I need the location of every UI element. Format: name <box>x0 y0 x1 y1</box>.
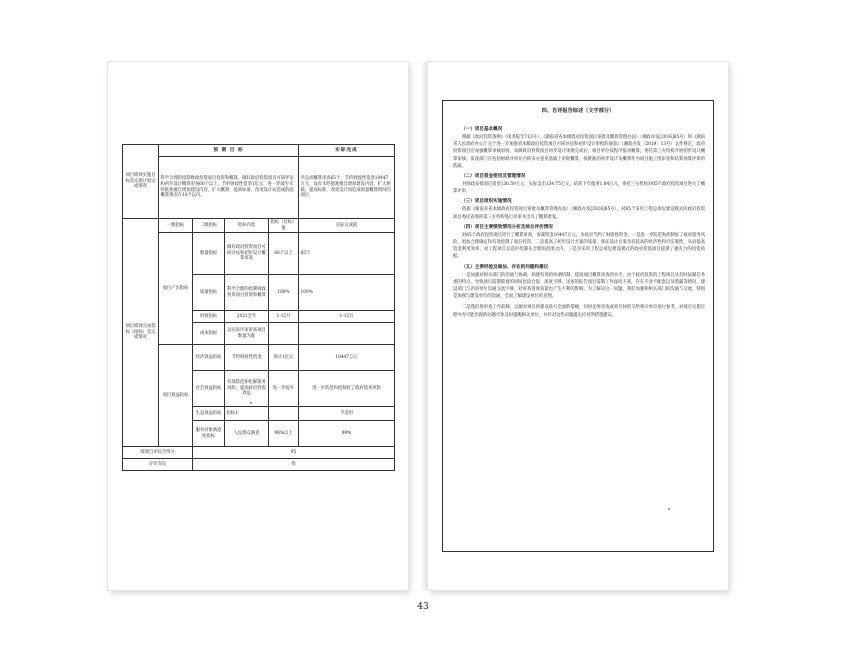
second-indicator: 生态效益指标 <box>193 407 225 421</box>
expected-goal-header: 预 期 目 标 <box>159 145 299 157</box>
indicator-content: 2021全年 <box>225 311 269 323</box>
table-row <box>123 219 395 233</box>
grade-label: 评价等次 <box>123 459 193 471</box>
indicator-target <box>269 323 299 345</box>
indicator-target: 98%以上 <box>269 421 299 447</box>
second-indicator: 质量指标 <box>193 275 225 311</box>
indicator-actual <box>299 323 395 345</box>
indicator-actual: 不适用 <box>299 407 395 421</box>
indicator-content: 人民群众满意 <box>225 421 269 447</box>
indicator-target: 100% <box>269 275 299 311</box>
scan-speck <box>668 508 670 510</box>
section-heading: （一）项目基本概况 <box>461 127 503 132</box>
col-header: 二级指标 <box>193 219 225 233</box>
second-indicator: 服务对象满意度指标 <box>193 421 225 447</box>
col-header: 指标内容 <box>225 219 269 233</box>
section-paragraph: 一是加强对相关部门的沟通与协调，构建有效的协调机制，提高项目概算审查的水平，由于政府投资的工程项目具有时间紧任务重的特点，导致项目前期策划的时间比较仓促、深度不够，送审的报告项目前期工作深度不高，存在专业不配套以及错漏等情况，建设部门与评审单位沟通交流不够，对审查进度质量也产生不利的影响，为了解决这一问题，我们加强和相关部门的沟通与交流，特别是加强与建设单位的沟通，全面了解建设单位的意图。 <box>453 272 705 300</box>
benefit-indicator-label: 项目效益指标 <box>159 345 193 447</box>
target-completion-label: 项目绩效实施目标及实施计划完成情况 <box>123 145 159 219</box>
col-header: 一级指标 <box>159 219 193 233</box>
indicator-target <box>269 407 299 421</box>
table-row <box>123 447 395 459</box>
table-row <box>123 157 395 219</box>
indicator-actual: 1-12月 <box>299 311 395 323</box>
section-paragraph: 对65个政府投资项目进行了概算审查，审减资金10447万元，为政府节约了财政性资金，一是进一步防范和控制好了政府债务风险，更加合理确定和有效控制了项目投资，二是提高了初步设计方案的质量，保证设计方案具有较高的经济性和可实施性，从而提高资金利用效率，对工程项目总造价控制在合理的范围之内，三是为采用工程总承包建设模式的政府投资项目提供了强有力的投资依据。 <box>453 232 705 260</box>
right-page <box>428 62 728 590</box>
page-number: 43 <box>417 602 429 612</box>
left-page <box>108 62 408 590</box>
binder-shadow-right <box>420 62 428 590</box>
score-label: 绩效自评综合得分 <box>123 447 193 459</box>
indicator-target: 60个以上 <box>269 233 299 275</box>
indicator-completion-label: 项目绩效完成指标（指标）及完成情况 <box>123 219 159 447</box>
report-title: 四、自评报告综述（文字部分） <box>541 108 615 114</box>
scan-speck <box>250 402 252 404</box>
indicator-content: 科学合理的控制财政投资项目投资和概算 <box>225 275 269 311</box>
col-header: 指标（目标）值 <box>269 219 299 233</box>
actual-completion-header: 实际完成 <box>299 145 395 157</box>
table-row <box>123 459 395 471</box>
grade-value: 优 <box>193 459 395 471</box>
indicator-content: 指标1： <box>225 407 269 421</box>
section-paragraph: 县财政安排项目资金136.59万元，实际支出134.75万元，结转下年使用1.84万元，委托三方机构对65个政府投资项目进行了概算评审。 <box>453 182 705 195</box>
second-indicator: 经济效益指标 <box>193 345 225 371</box>
indicator-actual: 65个 <box>299 233 395 275</box>
second-indicator: 数量指标 <box>193 233 225 275</box>
indicator-content: 做好政府投资项目可研评估和初步设计概算审查 <box>225 233 269 275</box>
performance-table <box>122 144 395 471</box>
actual-completion-text: 共完成概算审查65个，节约财政性资金10447万元，没有未经批准擅自增加建设内容、扩大规模、提高标准、改变设计而造成的超概算情况的项目 <box>299 157 395 219</box>
section-paragraph: 二是我们将审查工作前移，以便对项目的建设进行全面的掌握，同时还将审查成果尽快的交给相关单位进行参考，对项目实施过程中有可能出现的问题尽快及时提醒相关单位，并针对这些问题提出应对的措施建议。 <box>453 305 705 318</box>
indicator-actual: 10447万元 <box>299 345 395 371</box>
indicator-target: 进一步提升 <box>269 371 299 407</box>
output-indicator-label: 项目产出指标 <box>159 233 193 345</box>
section-heading: （三）项目组织实施情况 <box>461 199 512 205</box>
indicator-actual: 进一步防范和控制好了政府债务风险 <box>299 371 395 407</box>
second-indicator: 社会效益指标 <box>193 371 225 407</box>
report-body <box>453 123 705 319</box>
indicator-target: 预计1亿元 <box>269 345 299 371</box>
col-header: 实际完成值 <box>299 219 395 233</box>
report-box <box>442 100 714 552</box>
section-heading: （四）项目主要绩效情况分析及综合评价情况 <box>461 224 553 230</box>
section-heading: （五）主要经验及做法、存在的问题和建议 <box>461 264 549 270</box>
section-paragraph: 根据《政府投资条例》（国务院令712号）、《湖南省省本级政府投资项目审批及概算管理办法》（湘政办发[2016]85号）和《湖南省人民政府办公厅关于进一步加强省本级政府投资项目可研评估和初步设计审批的通知》（湘政办发〔2019〕13号）文件规定，政府投资项目应加强概算审核审批。本级政府投资项目初步设计审批完成后，项目单位按程序报审概算，委托第三方机构开展初步设计概算审核。发改部门在包括财政评审在内的多方意见基础上审批概算，按批准的初步设计及概算作为项目施工图审查和结算预算评审的依据。 <box>453 135 705 169</box>
section-paragraph: 依据《湖南省省本级政府投资项目审批及概算管理办法》（湘政办发[2016]85号），对65个采用工程总承包建设模式的政府投资项目委托省委的第三方机构进行评审并出具了概算批复。 <box>453 207 705 220</box>
second-indicator: 时效指标 <box>193 311 225 323</box>
expected-goal-text: 科学合理的控制财政投资项目投资和概算，做好政府投资项目可研评估和初步设计概算审查60个以上，节约财政性资金1亿元，进一步减少未经批准擅自增加建设内容、扩大概算、提高标准、改变设计而造成的超概算情况在10个以内。 <box>159 157 299 219</box>
table-row <box>123 233 395 275</box>
second-indicator: 成本指标 <box>193 323 225 345</box>
indicator-target: 1-12月 <box>269 311 299 323</box>
table-row <box>123 145 395 157</box>
indicator-content: 以实际评审审查项目数量为准 <box>225 323 269 345</box>
indicator-actual: 100% <box>299 275 395 311</box>
section-heading: （二）项目资金使用及管理情况 <box>461 174 526 180</box>
table-row <box>123 345 395 371</box>
indicator-content: 节约财政性资金 <box>225 345 269 371</box>
score-value: 95 <box>193 447 395 459</box>
indicator-content: 有效防范和化解债务风险，提高政府投资效益 <box>225 371 269 407</box>
indicator-actual: 99% <box>299 421 395 447</box>
